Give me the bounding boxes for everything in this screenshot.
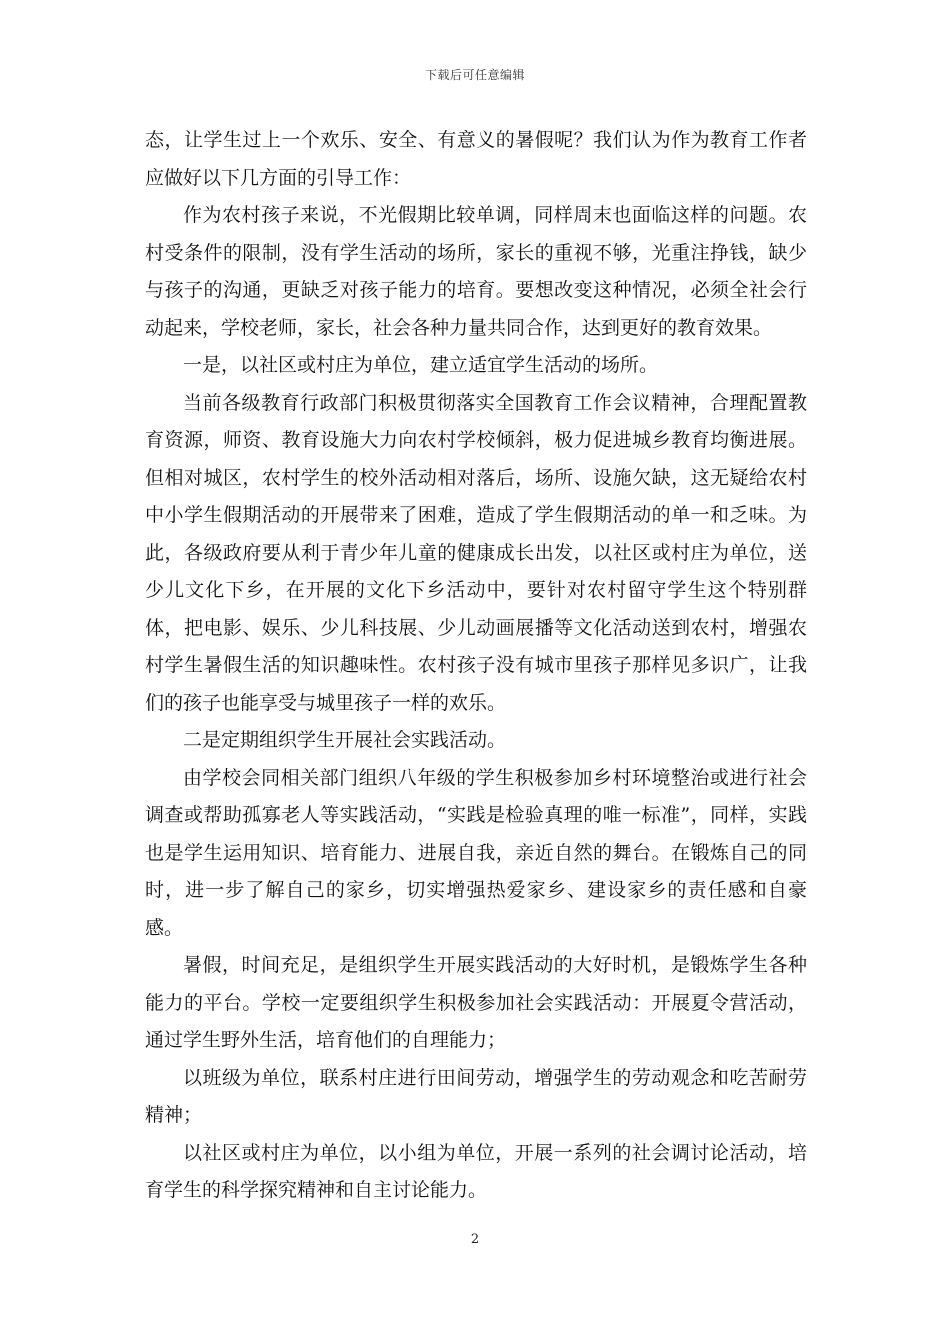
section-heading: 二是定期组织学生开展社会实践活动。	[183, 729, 507, 751]
page-header: 下载后可任意编辑	[424, 68, 525, 82]
document-body	[145, 122, 807, 1210]
page-number: 2	[470, 1232, 480, 1247]
paragraph: 由学校会同相关部门组织八年级的学生积极参加乡村环境整治或进行社会调查或帮助孤寡老人等实践活动，“实践是检验真理的唯一标准”，同样，实践也是学生运用知识、培育能力、进展自我，亲近自然的舞台。在锻炼自己的同时，进一步了解自己的家乡，切实增强热爱家乡、建设家乡的责任感和自豪感。	[145, 766, 807, 939]
section-heading: 一是，以社区或村庄为单位，建立适宜学生活动的场所。	[183, 354, 659, 376]
paragraph: 暑假，时间充足，是组织学生开展实践活动的大好时机，是锻炼学生各种能力的平台。学校一定要组织学生积极参加社会实践活动：开展夏令营活动，通过学生野外生活，培育他们的自理能力；	[145, 954, 807, 1051]
paragraph: 以社区或村庄为单位，以小组为单位，开展一系列的社会调讨论活动，培育学生的科学探究精神和自主讨论能力。	[145, 1141, 807, 1201]
paragraph: 作为农村孩子来说，不光假期比较单调，同样周末也面临这样的问题。农村受条件的限制，没有学生活动的场所，家长的重视不够，光重注挣钱，缺少与孩子的沟通，更缺乏对孩子能力的培育。要想改变这种情况，必须全社会行动起来，学校老师，家长，社会各种力量共同合作，达到更好的教育效果。	[145, 204, 807, 339]
paragraph: 当前各级教育行政部门积极贯彻落实全国教育工作会议精神，合理配置教育资源，师资、教育设施大力向农村学校倾斜，极力促进城乡教育均衡进展。但相对城区，农村学生的校外活动相对落后，场所、设施欠缺，这无疑给农村中小学生假期活动的开展带来了困难，造成了学生假期活动的单一和乏味。为此，各级政府要从利于青少年儿童的健康成长出发，以社区或村庄为单位，送少儿文化下乡，在开展的文化下乡活动中，要针对农村留守学生这个特别群体，把电影、娱乐、少儿科技展、少儿动画展播等文化活动送到农村，增强农村学生暑假生活的知识趣味性。农村孩子没有城市里孩子那样见多识广，让我们的孩子也能享受与城里孩子一样的欢乐。	[145, 391, 807, 714]
paragraph: 以班级为单位，联系村庄进行田间劳动，增强学生的劳动观念和吃苦耐劳精神；	[145, 1066, 807, 1126]
paragraph-continuation: 态，让学生过上一个欢乐、安全、有意义的暑假呢？我们认为作为教育工作者应做好以下几方面的引导工作：	[145, 129, 807, 189]
